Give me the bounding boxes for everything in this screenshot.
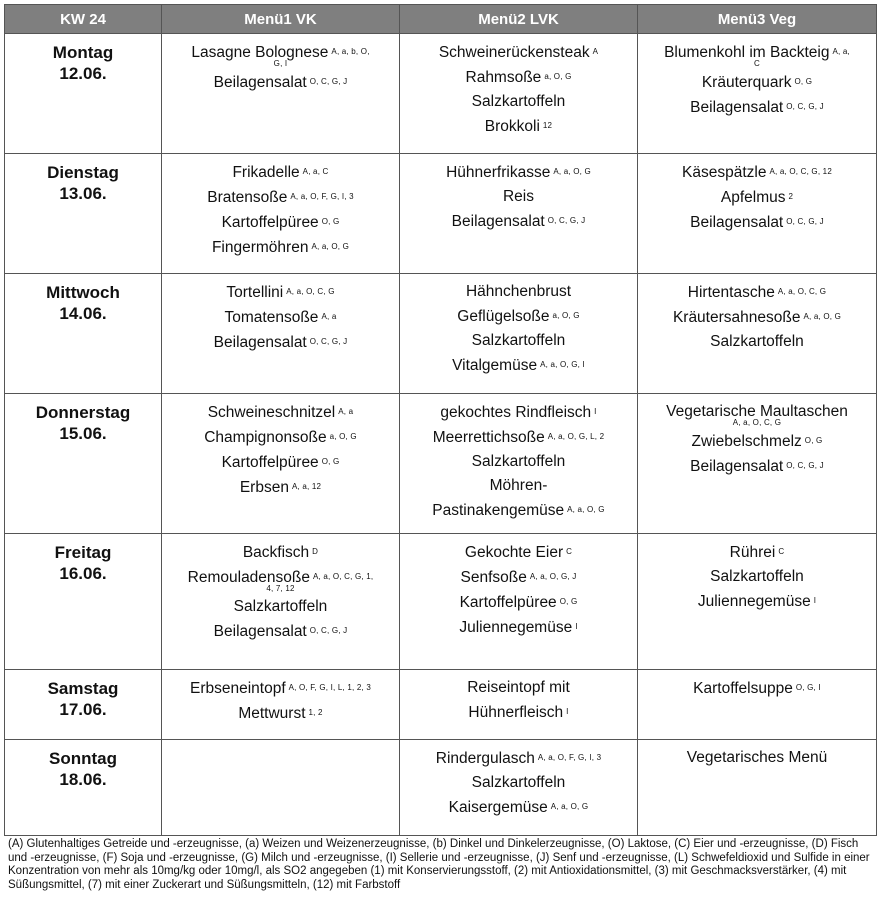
menu1-cell (162, 740, 400, 836)
allergen-codes: I (575, 622, 578, 631)
allergen-codes: O, G (559, 597, 578, 606)
allergen-codes: A, a, O, F, G, I, 3 (537, 753, 602, 762)
day-cell (5, 394, 162, 534)
dish-line (404, 402, 633, 423)
dish-line (404, 542, 633, 563)
allergen-codes: A, a, O, C, G (777, 287, 827, 296)
dish-line (404, 427, 633, 448)
dish-line (404, 617, 633, 638)
allergen-codes: A, a, O, G, L, 2 (547, 432, 605, 441)
dish-line (166, 42, 395, 68)
allergen-codes: A, a, O, G, I (540, 360, 585, 369)
dish-name: Juliennegemüse (697, 593, 811, 610)
menu1-cell (162, 154, 400, 274)
dish-name: Pastinakengemüse (432, 502, 565, 519)
dish-line (404, 331, 633, 351)
allergen-codes: I (566, 707, 569, 716)
day-row (5, 34, 877, 154)
allergen-codes: O, C, G, J (309, 626, 348, 635)
dish-name: Kartoffelpüree (221, 214, 319, 231)
day-row (5, 274, 877, 394)
dish-name: Meerrettichsoße (432, 429, 545, 446)
dish-line (404, 476, 633, 496)
allergen-codes-continued: C (754, 59, 760, 68)
dish-line (166, 427, 395, 448)
dish-name: Schweineschnitzel (207, 404, 336, 421)
dish-name: Reis (502, 188, 534, 205)
dish-name: Kartoffelpüree (221, 454, 319, 471)
dish-name: Käsespätzle (682, 164, 767, 181)
dish-line (404, 773, 633, 793)
day-row (5, 534, 877, 670)
dish-name: Kartoffelsuppe (693, 680, 793, 697)
allergen-codes: C (778, 547, 785, 556)
dish-name: Vegetarisches Menü (686, 749, 828, 766)
dish-line (166, 452, 395, 473)
dish-name: Lasagne Bolognese (191, 44, 329, 61)
dish-line (166, 402, 395, 423)
menu3-cell (638, 740, 877, 836)
menu3-cell (638, 34, 877, 154)
day-name: Donnerstag (35, 403, 131, 422)
menu3-cell (638, 534, 877, 670)
dish-name: Rindergulasch (435, 750, 535, 767)
dish-name: Salzkartoffeln (233, 598, 328, 615)
dish-line (404, 67, 633, 88)
allergen-codes: O, C, G, J (547, 216, 586, 225)
dish-line (166, 477, 395, 498)
dish-name: Senfsoße (460, 569, 527, 586)
dish-line (166, 282, 395, 303)
day-name: Montag (52, 43, 114, 62)
dish-name: Remouladensoße (187, 569, 311, 586)
allergen-codes: 1, 2 (308, 708, 323, 717)
dish-name: Brokkoli (484, 118, 540, 135)
menu2-header: Menü2 LVK (400, 5, 638, 34)
allergen-codes: O, C, G, J (309, 77, 348, 86)
dish-line (642, 187, 872, 208)
menu1-cell (162, 274, 400, 394)
allergen-codes: A, a, O, G (311, 242, 350, 251)
dish-name: Rührei (729, 544, 776, 561)
dish-line (642, 332, 872, 352)
dish-line (166, 332, 395, 353)
header-row (5, 5, 877, 34)
week-header: KW 24 (5, 5, 162, 34)
dish-line (642, 678, 872, 699)
day-cell (5, 274, 162, 394)
dish-name: Beilagensalat (451, 213, 545, 230)
menu3-cell (638, 274, 877, 394)
dish-line (404, 797, 633, 818)
dish-name: Tortellini (226, 284, 284, 301)
menu1-header: Menü1 VK (162, 5, 400, 34)
dish-line (642, 72, 872, 93)
dish-line (404, 702, 633, 723)
dish-line (166, 212, 395, 233)
allergen-codes: A, a, O, G, J (529, 572, 577, 581)
menu2-cell (400, 154, 638, 274)
dish-name: Kaisergemüse (448, 799, 548, 816)
dish-line (166, 307, 395, 328)
day-row (5, 394, 877, 534)
allergen-legend: (A) Glutenhaltiges Getreide und -erzeugnisse, (a) Weizen und Weizenerzeugnisse, (b) Dinkel und Dinkelerzeugnisse, (O) Laktose, (C) Eier und -erzeugnisse, (D) Fisch und -erzeugnisse, (F) Soja und -erzeugnisse, (G) Milch und -erzeugnisse, (I) Sellerie und -erzeugnisse, (J) Senf und -erzeugnisse, (L) Schwefeldioxid und Sulfide in einer Konzentration von mehr als 10mg/kg oder 10mg/l, als SO2 angegeben (1) mit Konservierungsstoff, (2) mit Antioxidationsmittel, (3) mit Geschmacksverstärker, (4) mit Süßungsmittel, (7) mit einer Zuckerart und Süßungsmitteln, (12) mit Farbstoff (8, 838, 870, 891)
dish-line (642, 567, 872, 587)
day-cell (5, 670, 162, 740)
dish-name: Bratensoße (207, 189, 288, 206)
dish-line (642, 542, 872, 563)
allergen-codes: O, G, I (795, 683, 821, 692)
allergen-codes: O, C, G, J (786, 461, 824, 470)
menu2-cell (400, 274, 638, 394)
allergen-codes: A, a, O, G (567, 505, 605, 514)
dish-line (166, 678, 395, 699)
dish-line (404, 592, 633, 613)
menu2-cell (400, 534, 638, 670)
dish-name: Reiseintopf mit (467, 679, 570, 696)
allergen-codes: A, a, O, C, G (286, 287, 335, 296)
day-name: Samstag (47, 679, 119, 698)
day-cell (5, 154, 162, 274)
dish-name: Zwiebelschmelz (691, 433, 802, 450)
dish-name: Erbsen (239, 479, 289, 496)
dish-line (404, 306, 633, 327)
dish-line (404, 162, 633, 183)
dish-name: Blumenkohl im Backteig (664, 44, 830, 61)
allergen-codes: A (592, 47, 599, 56)
allergen-codes: O, G (321, 217, 340, 226)
menu2-cell (400, 34, 638, 154)
dish-name: Hühnerfleisch (468, 704, 564, 721)
dish-line (404, 187, 633, 207)
allergen-codes: A, a, O, G (550, 802, 589, 811)
allergen-codes: a, O, G (329, 432, 357, 441)
day-date: 12.06. (59, 64, 107, 83)
dish-line (642, 162, 872, 183)
day-row (5, 740, 877, 836)
menu3-cell (638, 154, 877, 274)
menu1-cell (162, 534, 400, 670)
dish-name: Rahmsoße (465, 69, 542, 86)
allergen-codes: O, C, G, J (786, 102, 824, 111)
dish-line (166, 597, 395, 617)
dish-line (404, 92, 633, 112)
dish-name: Beilagensalat (213, 334, 307, 351)
dish-name: Tomatensoße (224, 309, 319, 326)
day-date: 18.06. (59, 770, 107, 789)
dish-line (642, 307, 872, 328)
dish-line (404, 500, 633, 521)
dish-name: Möhren- (489, 477, 548, 494)
dish-name: Salzkartoffeln (471, 332, 566, 349)
dish-line (404, 282, 633, 302)
dish-name: Beilagensalat (213, 74, 307, 91)
dish-name: Juliennegemüse (459, 619, 573, 636)
allergen-codes: I (813, 596, 817, 605)
menu1-cell (162, 670, 400, 740)
day-date: 16.06. (59, 564, 107, 583)
dish-name: Salzkartoffeln (471, 453, 566, 470)
dish-name: Salzkartoffeln (710, 333, 804, 350)
dish-line (404, 355, 633, 376)
allergen-codes: A, a, O, G (803, 312, 842, 321)
dish-line (642, 212, 872, 233)
dish-line (166, 72, 395, 93)
dish-name: Hühnerfrikasse (446, 164, 551, 181)
dish-name: Kartoffelpüree (459, 594, 557, 611)
dish-name: Kräuterquark (701, 74, 792, 91)
dish-name: Kräutersahnesoße (672, 309, 801, 326)
day-row (5, 670, 877, 740)
allergen-codes: A, a, (832, 47, 850, 56)
allergen-codes: I (594, 407, 597, 416)
allergen-codes: 12 (542, 121, 553, 130)
dish-name: Vegetarische Maultaschen (666, 403, 848, 420)
dish-name: Mettwurst (238, 705, 306, 722)
allergen-codes: D (312, 547, 319, 556)
dish-line (642, 748, 872, 768)
dish-line (642, 282, 872, 303)
dish-name: Champignonsoße (204, 429, 327, 446)
dish-name: Frikadelle (232, 164, 300, 181)
dish-line (642, 591, 872, 612)
dish-name: Salzkartoffeln (710, 568, 804, 585)
dish-line (404, 42, 633, 63)
dish-name: Fingermöhren (211, 239, 309, 256)
dish-line (166, 621, 395, 642)
day-date: 13.06. (59, 184, 107, 203)
dish-line (404, 678, 633, 698)
menu3-header: Menü3 Veg (638, 5, 877, 34)
dish-line (166, 237, 395, 258)
day-cell (5, 534, 162, 670)
dish-line (404, 116, 633, 137)
dish-name: Schweinerückensteak (438, 44, 590, 61)
allergen-codes: O, C, G, J (786, 217, 824, 226)
dish-name: Geflügelsoße (457, 308, 550, 325)
dish-line (166, 162, 395, 183)
dish-line (166, 703, 395, 724)
dish-line (404, 748, 633, 769)
allergen-codes-continued: 4, 7, 12 (266, 584, 295, 593)
dish-name: Apfelmus (720, 189, 786, 206)
dish-name: Hirtentasche (687, 284, 775, 301)
day-name: Mittwoch (46, 283, 120, 302)
allergen-codes: A, a, b, O, (331, 47, 370, 56)
allergen-codes: O, G (794, 77, 813, 86)
dish-name: Hähnchenbrust (465, 283, 572, 300)
menu3-cell (638, 394, 877, 534)
dish-name: Backfisch (242, 544, 310, 561)
allergen-codes: A, a, O, G (553, 167, 591, 176)
day-row (5, 154, 877, 274)
day-date: 17.06. (59, 700, 107, 719)
menu-table (4, 4, 877, 836)
dish-name: Salzkartoffeln (471, 93, 566, 110)
dish-line (404, 567, 633, 588)
menu2-cell (400, 740, 638, 836)
dish-name: Beilagensalat (690, 99, 784, 116)
allergen-codes: A, a (338, 407, 354, 416)
allergen-codes-continued: G, I (273, 59, 288, 68)
day-date: 15.06. (59, 424, 107, 443)
allergen-codes: a, O, G (552, 311, 580, 320)
dish-line (166, 542, 395, 563)
menu1-cell (162, 34, 400, 154)
dish-line (642, 456, 872, 477)
dish-name: Beilagensalat (213, 623, 307, 640)
dish-line (404, 211, 633, 232)
day-name: Dienstag (47, 163, 119, 182)
dish-line (642, 431, 872, 452)
dish-line (642, 402, 872, 427)
dish-line (166, 567, 395, 593)
allergen-codes: O, G (804, 436, 823, 445)
allergen-codes: O, C, G, J (309, 337, 348, 346)
dish-name: Erbseneintopf (189, 680, 286, 697)
day-cell (5, 34, 162, 154)
allergen-codes: 2 (788, 192, 794, 201)
dish-name: Gekochte Eier (464, 544, 564, 561)
allergen-codes-continued: A, a, O, C, G (732, 418, 782, 427)
dish-name: Vitalgemüse (452, 357, 538, 374)
allergen-codes: A, a (321, 312, 337, 321)
dish-line (642, 42, 872, 68)
allergen-codes: A, a, O, F, G, I, 3 (290, 192, 354, 201)
day-cell (5, 740, 162, 836)
dish-line (404, 452, 633, 472)
allergen-codes: A, a, C (302, 167, 329, 176)
dish-line (166, 187, 395, 208)
dish-name: Beilagensalat (690, 458, 784, 475)
dish-name: Beilagensalat (690, 214, 784, 231)
allergen-codes: A, a, O, C, G, 1, (313, 572, 374, 581)
allergen-codes: A, O, F, G, I, L, 1, 2, 3 (288, 683, 372, 692)
allergen-codes: A, a, O, C, G, 12 (769, 167, 832, 176)
menu2-cell (400, 394, 638, 534)
menu1-cell (162, 394, 400, 534)
allergen-codes: O, G (321, 457, 340, 466)
allergen-codes: A, a, 12 (291, 482, 322, 491)
menu2-cell (400, 670, 638, 740)
allergen-codes: a, O, G (544, 72, 572, 81)
allergen-codes: C (566, 547, 573, 556)
day-name: Sonntag (49, 749, 117, 768)
day-name: Freitag (54, 543, 112, 562)
menu3-cell (638, 670, 877, 740)
day-date: 14.06. (59, 304, 107, 323)
dish-name: gekochtes Rindfleisch (440, 404, 592, 421)
dish-name: Salzkartoffeln (471, 774, 566, 791)
dish-line (642, 97, 872, 118)
